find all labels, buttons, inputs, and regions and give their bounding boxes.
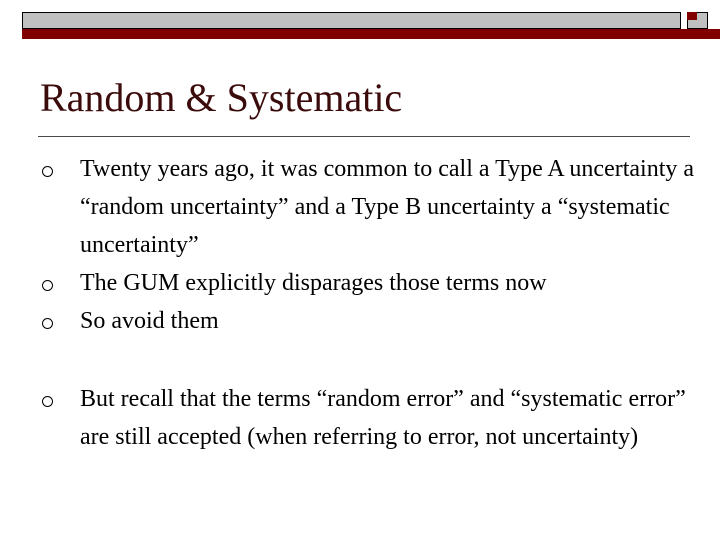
header-band-gray — [22, 12, 681, 29]
bullet-text: The GUM explicitly disparages those terms now — [80, 270, 547, 296]
header-corner-red-block — [687, 12, 697, 20]
hollow-circle-bullet-icon — [42, 280, 53, 291]
bullet-spacer — [38, 340, 698, 380]
bullet-list — [38, 150, 698, 456]
bullet-text: So avoid them — [80, 308, 219, 334]
bullet-item — [38, 302, 698, 340]
slide-title: Random & Systematic — [40, 75, 403, 120]
title-divider — [38, 136, 690, 137]
bullet-item — [38, 150, 698, 264]
bullet-text: But recall that the terms “random error” and “systematic error” are still accepted (when referring to error, not uncertainty) — [80, 386, 686, 450]
bullet-item — [38, 264, 698, 302]
hollow-circle-bullet-icon — [42, 166, 53, 177]
hollow-circle-bullet-icon — [42, 318, 53, 329]
header-band-red — [22, 29, 720, 39]
hollow-circle-bullet-icon — [42, 396, 53, 407]
bullet-text: Twenty years ago, it was common to call a Type A uncertainty a “random uncertainty” and a Type B uncertainty a “systematic uncertainty” — [80, 156, 695, 258]
bullet-item — [38, 380, 698, 456]
